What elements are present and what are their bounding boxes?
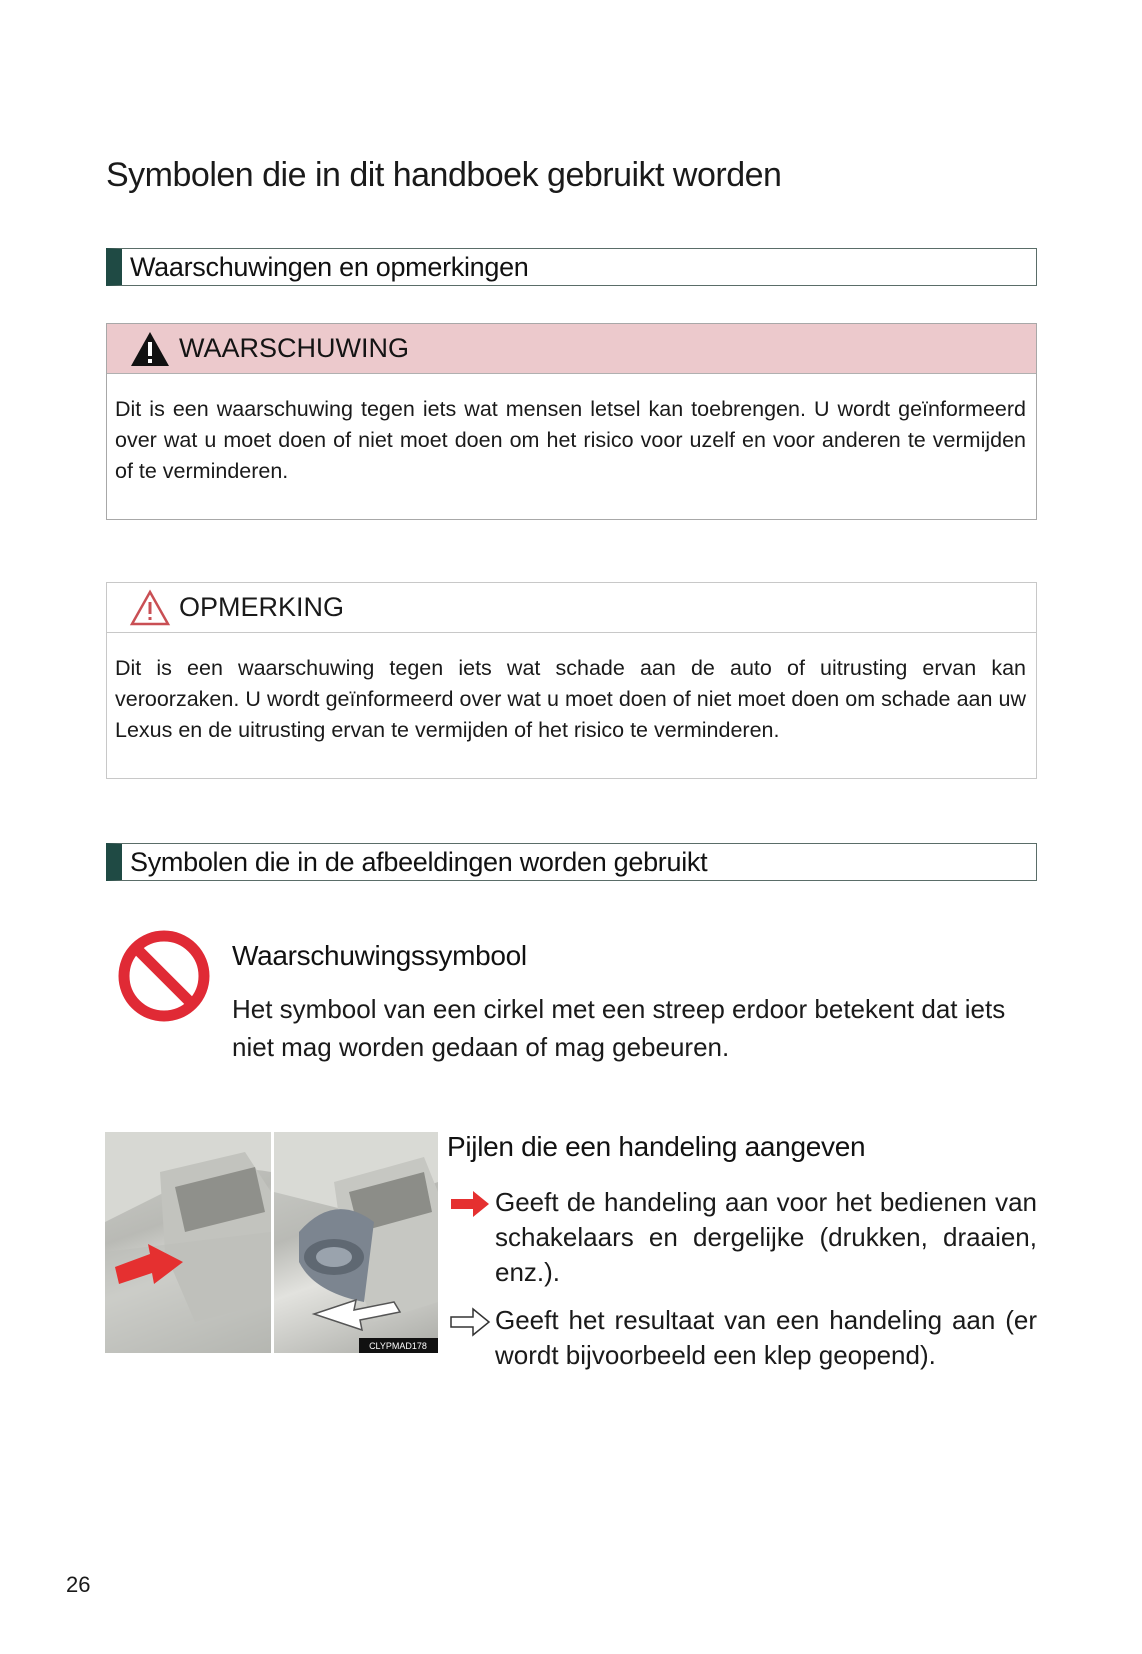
warning-box	[106, 323, 1037, 520]
note-box-text: Dit is een waarschuwing tegen iets wat schade aan de auto of uitrusting ervan kan veroorzaken. U wordt geïnformeerd over wat u moet doen of niet moet doen om schade aan uw Lexus en de uitrusting ervan te vermijden of het risico te verminderen.	[115, 656, 1026, 742]
arrows-title: Pijlen die een handeling aangeven	[447, 1131, 866, 1162]
warning-symbol-text: Het symbool van een cirkel met een streep erdoor betekent dat iets niet mag worden gedaan of mag gebeuren.	[232, 994, 1006, 1062]
section-header-warnings	[106, 248, 1037, 286]
arrow-item	[449, 1185, 1037, 1290]
warning-box-text: Dit is een waarschuwing tegen iets wat mensen letsel kan toebrengen. U wordt geïnformeerd over wat u moet doen of niet moet doen om het risico voor uzelf en voor anderen te vermijden of te verminderen.	[115, 397, 1026, 483]
page-title: Symbolen die in dit handboek gebruikt worden	[106, 156, 782, 194]
warning-triangle-outline-icon	[129, 589, 171, 627]
warning-box-title: WAARSCHUWING	[179, 333, 409, 363]
image-code: CLYPMAD178	[369, 1341, 427, 1351]
section-header-symbols	[106, 843, 1037, 881]
prohibition-icon	[117, 929, 211, 1023]
illustration-left	[105, 1132, 271, 1353]
warning-box-header	[107, 324, 1036, 374]
note-box	[106, 582, 1037, 779]
warning-triangle-filled-icon	[129, 330, 171, 368]
warning-symbol-title: Waarschuwingssymbool	[232, 940, 527, 971]
illustration-right	[274, 1132, 438, 1353]
arrow-item-text: Geeft de handeling aan voor het bedienen van schakelaars en dergelijke (drukken, draaien, enz.).	[495, 1187, 1037, 1287]
arrow-item-text: Geeft het resultaat van een handeling aan (er wordt bijvoorbeeld een klep geopend).	[495, 1305, 1037, 1370]
outline-arrow-icon	[449, 1307, 491, 1337]
note-box-header	[107, 583, 1036, 633]
filled-red-arrow-icon	[449, 1189, 491, 1219]
arrow-item	[449, 1303, 1037, 1373]
section-header-label: Waarschuwingen en opmerkingen	[130, 251, 529, 282]
section-header-label: Symbolen die in de afbeeldingen worden gebruikt	[130, 846, 708, 877]
note-box-title: OPMERKING	[179, 592, 345, 622]
page-number: 26	[66, 1572, 91, 1597]
